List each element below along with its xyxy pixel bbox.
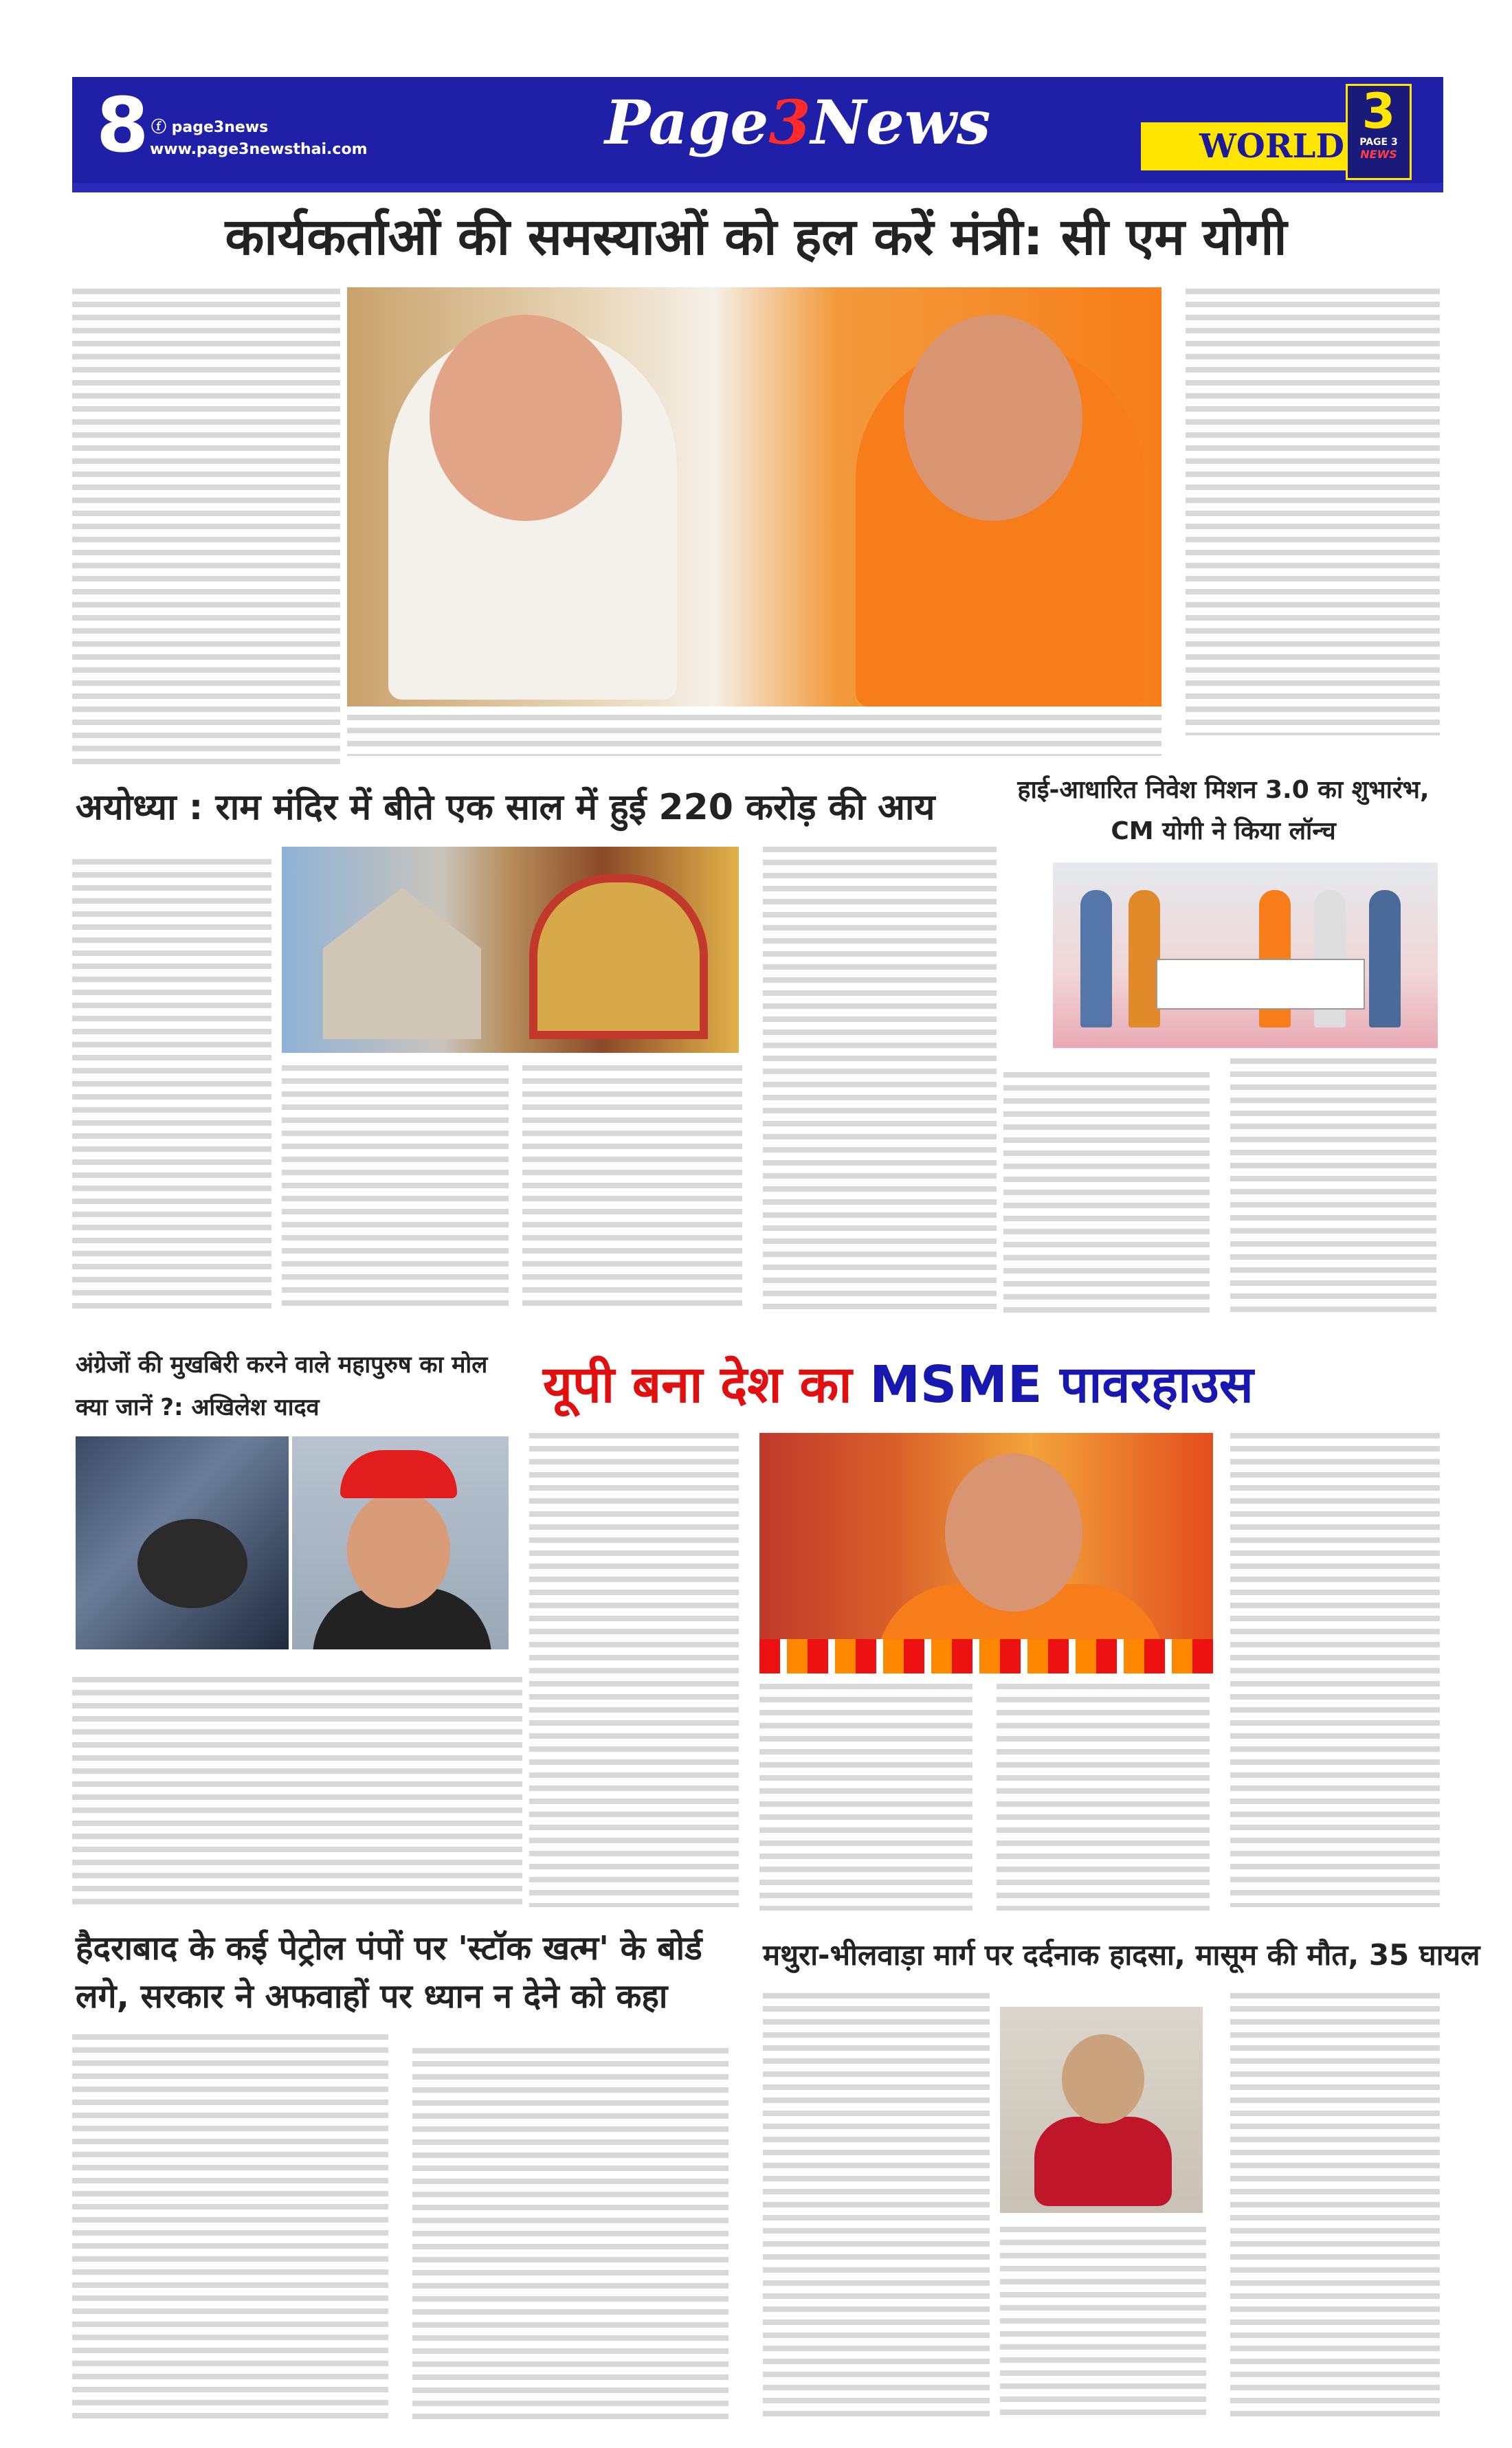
ram-mandir-photo [282,847,739,1053]
hyderabad-text-col1 [72,2034,388,2419]
akhilesh-photo [292,1436,509,1649]
msme-text-col4 [1230,1433,1440,1907]
main-story-text-left [72,289,340,770]
accident-text-col1 [763,1993,990,2419]
main-headline: कार्यकर्ताओं की समस्याओं को हल करें मंत्री: सी एम योगी [225,208,1287,267]
facebook-icon: ⓕ [151,119,172,136]
main-story-photo [347,287,1161,706]
website-link: www.page3newsthai.com [150,141,368,158]
section-label: WORLD [1141,122,1354,170]
masthead-strip [72,183,1443,192]
scheme-headline: हाई-आधारित निवेश मिशन 3.0 का शुभारंभ, CM योगी ने किया लॉन्च [1017,776,1430,845]
newspaper-logo: Page3News [605,87,991,158]
scheme-text-col1 [1003,1072,1210,1313]
akhilesh-headline: अंग्रेजों की मुखबिरी करने वाले महापुरुष का मोल क्या जानें ?: अखिलेश यादव [76,1351,488,1421]
msme-headline: यूपी बना देश का MSME पावरहाउस [543,1355,1254,1414]
main-story-text-bottom [347,715,1161,756]
social-handle: ⓕ page3news [151,119,269,136]
accident-headline: मथुरा-भीलवाड़ा मार्ग पर दर्दनाक हादसा, मासूम की मौत, 35 घायल [763,1938,1480,1972]
hyderabad-text-col2 [412,2048,729,2419]
msme-text-col2 [759,1684,972,1911]
page-number: 8 [96,81,149,169]
ayodhya-text-col4 [763,847,997,1314]
ayodhya-headline: अयोध्या : राम मंदिर में बीते एक साल में हुई 220 करोड़ की आय [76,787,935,828]
hyderabad-headline: हैदराबाद के कई पेट्रोल पंपों पर 'स्टॉक खत्म' के बोर्ड लगे, सरकार ने अफवाहों पर ध्यान न देने को कहा [76,1929,702,2016]
msme-text-col3 [997,1684,1210,1911]
page3-badge: 3 PAGE 3 NEWS [1346,84,1412,180]
msme-yogi-photo [759,1433,1213,1673]
child-photo [1000,2007,1203,2213]
main-story-text-right [1186,289,1440,735]
scheme-text-col2 [1230,1058,1436,1313]
ayodhya-text-col1 [72,859,271,1313]
ayodhya-text-col3 [522,1065,742,1313]
accident-text-col2 [1000,2227,1206,2419]
accident-text-col3 [1230,1993,1440,2419]
ayodhya-text-col2 [282,1065,509,1313]
akhilesh-text [72,1677,522,1911]
crowd-photo [76,1436,289,1649]
scheme-launch-photo [1053,863,1438,1048]
msme-text-col1 [529,1433,739,1907]
